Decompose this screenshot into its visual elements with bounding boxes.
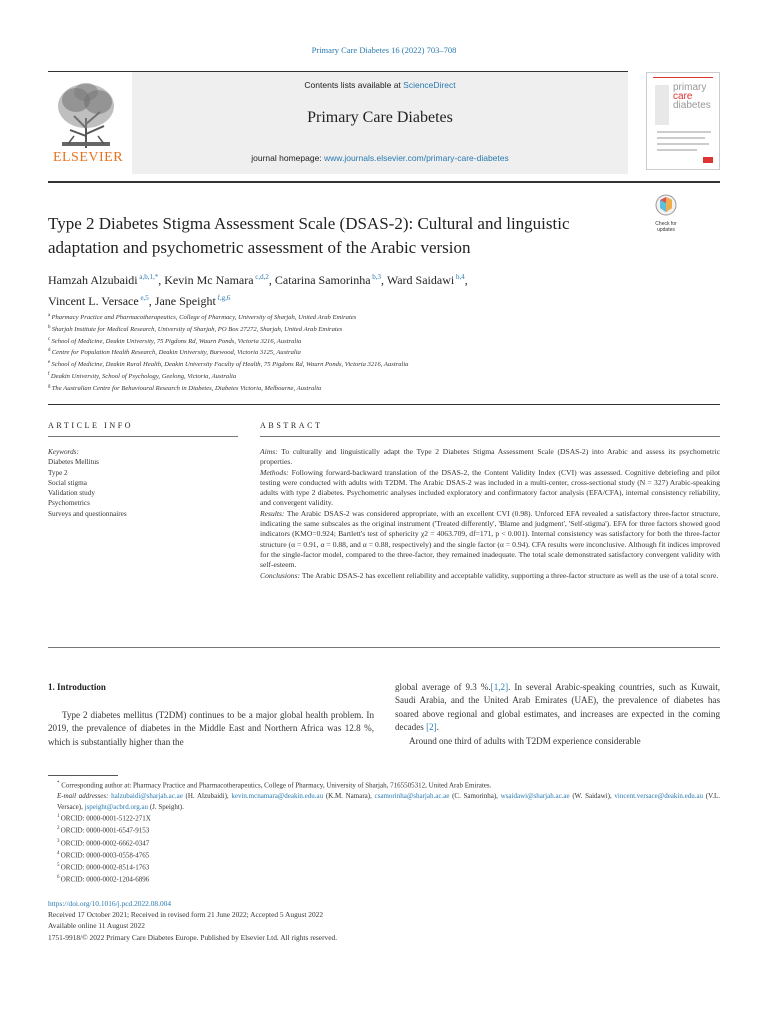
author-name[interactable]: Ward Saidawi xyxy=(386,273,455,287)
orcid-number: 1 xyxy=(57,814,61,820)
abstract-text xyxy=(260,447,720,581)
abstract-body: To culturally and linguistically adapt the Type 2 Diabetes Stigma Assessment Scale (DSAS-2) into Arabic and assess its psychometric properties. xyxy=(260,447,720,467)
orcid-item xyxy=(48,861,720,873)
email-owner: (W. Saidawi), xyxy=(569,792,615,801)
check-for-updates-button[interactable] xyxy=(648,194,684,233)
copyright-notice: 1751-9918/© 2022 Primary Care Diabetes Europe. Published by Elsevier Ltd. All rights reserved. xyxy=(48,932,338,942)
orcid-item xyxy=(48,873,720,885)
cover-text-line xyxy=(657,149,697,151)
orcid-text[interactable]: ORCID: 0000-0002-1204-6896 xyxy=(60,874,150,883)
keyword-item[interactable]: Type 2 xyxy=(48,468,68,477)
orcid-item xyxy=(48,812,720,824)
abstract-label: Methods: xyxy=(260,467,289,477)
journal-cover-thumbnail[interactable] xyxy=(646,72,720,170)
section-heading-introduction: 1. Introduction xyxy=(48,682,106,692)
orcid-text[interactable]: ORCID: 0000-0001-5122-271X xyxy=(60,814,151,823)
intro-text: . xyxy=(436,722,439,733)
header-top-rule xyxy=(48,71,628,72)
elsevier-wordmark: ELSEVIER xyxy=(52,150,124,165)
affiliation-text: Sharjah Institute for Medical Research, University of Sharjah, PO Box 27272, Sharjah, United Arab Emirates xyxy=(51,325,343,333)
abstract-body: Following forward-backward translation of the DSAS-2, the Content Validity Index (CVI) was assessed. Cognitive debriefing and pilot testing were conducted with adults with T2DM. The Arabic DSAS-2 was included in a multi-center, cross-sectional study (N = 327) Arabic-speaking adults with type 2 diabetes. Psychometric analyses included exploratory and confirmatory factor analysis (EFA/CFA), internal consistency reliability, and convergent validity. xyxy=(260,467,720,508)
cover-title-line-2: care xyxy=(673,91,693,102)
email-link[interactable]: kevin.mcnamara@deakin.edu.au xyxy=(231,792,324,801)
abstract-body: The Arabic DSAS-2 has excellent reliability and acceptable validity, supporting a three-factor structure as well as the use of a total score. xyxy=(300,570,719,580)
intro-paragraph-2: Around one third of adults with T2DM experience considerable xyxy=(409,735,641,746)
cover-badge xyxy=(703,157,713,163)
cover-text-line xyxy=(657,131,711,133)
email-owner: (K.M. Namara), xyxy=(323,792,375,801)
abstract-heading: ABSTRACT xyxy=(260,421,323,430)
cover-graphic xyxy=(655,85,669,125)
affiliation-text: Deakin University, School of Psychology, Geelong, Victoria, Australia xyxy=(50,373,237,381)
orcid-text[interactable]: ORCID: 0000-0002-8514-1763 xyxy=(60,862,150,871)
corresponding-text: Corresponding author at: Pharmacy Practice and Pharmacotherapeutics, College of Pharmacy, University of Sharjah, 7165505312, United Arab Emirates. xyxy=(61,781,492,790)
affiliation-item xyxy=(48,311,648,323)
journal-citation[interactable]: Primary Care Diabetes 16 (2022) 703–708 xyxy=(311,45,457,55)
affiliation-item xyxy=(48,323,648,335)
affiliation-key: g xyxy=(48,383,52,389)
email-owner: (V.L. Versace), xyxy=(57,792,721,811)
reference-link[interactable]: [1,2] xyxy=(490,682,509,692)
keyword-list xyxy=(48,457,238,519)
author-affiliation-marker[interactable]: f,g,6 xyxy=(215,294,231,302)
author-affiliation-marker[interactable]: e,5 xyxy=(138,294,149,302)
abstract-label: Aims: xyxy=(260,447,278,456)
abstract-label: Results: xyxy=(260,508,285,518)
check-updates-label-1: Check for xyxy=(655,221,677,227)
abstract-paragraph xyxy=(260,571,720,581)
author-affiliation-marker[interactable]: a,b,1,* xyxy=(137,273,159,281)
homepage-link[interactable]: www.journals.elsevier.com/primary-care-diabetes xyxy=(324,153,509,163)
orcid-item xyxy=(48,824,720,836)
email-link[interactable]: halzubaidi@sharjah.ac.ae xyxy=(111,792,183,801)
available-online: Available online 11 August 2022 xyxy=(48,921,145,931)
email-link[interactable]: csamorinha@sharjah.ac.ae xyxy=(374,792,450,801)
keyword-item[interactable]: Psychometrics xyxy=(48,499,90,508)
author-affiliation-marker[interactable]: c,d,2 xyxy=(253,273,269,281)
affiliation-key: d xyxy=(48,348,52,354)
affiliation-key: e xyxy=(48,360,52,366)
affiliation-item xyxy=(48,346,648,358)
orcid-number: 2 xyxy=(57,826,61,832)
email-label: E-mail addresses: xyxy=(57,792,112,801)
affiliation-key: a xyxy=(48,313,52,318)
affiliation-text: School of Medicine, Deakin Rural Health, Deakin University Faculty of Health, 75 Pigdons Rd, Waurn Ponds, Victoria 3216, Australia xyxy=(51,361,409,369)
check-for-updates-icon xyxy=(648,194,684,216)
keyword-item[interactable]: Validation study xyxy=(48,489,95,498)
journal-name: Primary Care Diabetes xyxy=(307,109,453,126)
email-link[interactable]: wsaidawi@sharjah.ac.ae xyxy=(500,792,570,801)
orcid-number: 3 xyxy=(57,838,61,844)
author-separator: , xyxy=(381,273,387,287)
journal-homepage-line xyxy=(132,153,628,163)
affiliation-item xyxy=(48,382,648,394)
keyword-item[interactable]: Diabetes Mellitus xyxy=(48,458,99,467)
affiliation-key: c xyxy=(48,336,52,342)
check-updates-label-2: updates xyxy=(657,227,675,233)
intro-paragraph-left: Type 2 diabetes mellitus (T2DM) continues to be a major global health problem. In 2019, the prevalence of diabetes in the Middle East and Northern Africa was 12.8 %, which is substantially higher than the xyxy=(48,710,374,747)
intro-text: global average of 9.3 %. xyxy=(395,682,491,692)
affiliation-text: School of Medicine, Deakin University, 75 Pigdons Rd, Waurn Ponds, Victoria 3216, Australia xyxy=(51,337,302,345)
orcid-number: 4 xyxy=(57,850,61,856)
author-separator: , xyxy=(464,273,468,287)
article-info-heading: ARTICLE INFO xyxy=(48,421,134,430)
affiliation-text: Centre for Population Health Research, Deakin University, Burwood, Victoria 3125, Australia xyxy=(51,349,301,357)
keyword-item[interactable]: Surveys and questionnaires xyxy=(48,509,127,518)
footnote-rule xyxy=(48,775,118,776)
author-name[interactable]: Catarina Samorinha xyxy=(274,273,371,287)
abstract-paragraph xyxy=(260,447,720,468)
orcid-text[interactable]: ORCID: 0000-0001-6547-9153 xyxy=(60,826,150,835)
email-owner: (C. Samorinha), xyxy=(449,792,501,801)
author-name[interactable]: Jane Speight xyxy=(154,294,216,308)
orcid-item xyxy=(48,837,720,849)
affiliation-key: b xyxy=(48,324,52,330)
orcid-number: 5 xyxy=(57,862,61,868)
author-separator: , xyxy=(158,273,165,287)
author-separator: , xyxy=(148,294,155,308)
header-bottom-rule xyxy=(48,181,720,183)
article-info-rule xyxy=(48,436,238,437)
orcid-number: 6 xyxy=(57,874,61,880)
keyword-item[interactable]: Social stigma xyxy=(48,478,87,487)
received-dates: Received 17 October 2021; Received in revised form 21 June 2022; Accepted 5 August 2022 xyxy=(48,910,324,920)
orcid-list xyxy=(48,812,720,884)
section-divider xyxy=(48,404,720,405)
email-owner: (J. Speight). xyxy=(148,802,184,811)
abstract-rule xyxy=(260,436,720,437)
email-addresses xyxy=(48,791,720,812)
intro-paragraph-right xyxy=(395,681,720,748)
abstract-paragraph xyxy=(260,468,720,509)
cover-text-line xyxy=(657,143,709,145)
cover-title-line-1: primary xyxy=(673,82,707,93)
orcid-item xyxy=(48,849,720,861)
abstract-label: Conclusions: xyxy=(260,570,301,580)
orcid-text[interactable]: ORCID: 0000-0002-6662-0347 xyxy=(60,838,150,847)
abstract-paragraph xyxy=(260,509,720,571)
email-link[interactable]: vincent.versace@deakin.edu.au xyxy=(614,792,704,801)
footnotes xyxy=(48,779,720,885)
orcid-text[interactable]: ORCID: 0000-0003-0558-4765 xyxy=(60,850,150,859)
doi-link[interactable]: https://doi.org/10.1016/j.pcd.2022.08.004 xyxy=(48,899,172,908)
cover-title xyxy=(673,83,711,110)
affiliation-text: The Australian Centre for Behavioural Research in Diabetes, Diabetes Victoria, Melbourne, Australia xyxy=(51,384,322,392)
author-name[interactable]: Hamzah Alzubaidi xyxy=(48,273,138,287)
keywords-label: Keywords: xyxy=(48,448,79,456)
abstract-bottom-rule xyxy=(48,647,720,648)
elsevier-tree-logo xyxy=(48,78,124,152)
affiliation-text: Pharmacy Practice and Pharmacotherapeutics, College of Pharmacy, University of Sharjah, United Arab Emirates xyxy=(51,314,357,322)
homepage-prefix: journal homepage: xyxy=(251,153,325,163)
author-list xyxy=(48,268,648,310)
sciencedirect-link[interactable]: ScienceDirect xyxy=(403,80,456,90)
intro-text: . In several Arabic-speaking countries, such as Kuwait, Saudi Arabia, and the United Arab Emirates (UAE), the prevalence of diabetes has soared above regional and global estimates, and increases are expected in the coming decades xyxy=(395,682,720,733)
email-link[interactable]: jspeight@acbrd.org.au xyxy=(84,802,149,811)
contents-prefix: Contents lists available at xyxy=(304,80,404,90)
author-separator: , xyxy=(268,273,275,287)
author-affiliation-marker[interactable]: b,4 xyxy=(454,273,465,281)
article-title: Type 2 Diabetes Stigma Assessment Scale (DSAS-2): Cultural and linguistic adaptation and psychometric assessment of the Arabic version xyxy=(48,214,570,257)
affiliation-key: f xyxy=(48,371,51,377)
affiliation-list xyxy=(48,311,648,393)
author-name[interactable]: Vincent L. Versace xyxy=(48,294,139,308)
affiliation-item xyxy=(48,370,648,382)
affiliation-item xyxy=(48,358,648,370)
email-owner: (H. Alzubaidi), xyxy=(182,792,232,801)
contents-line xyxy=(132,80,628,90)
author-affiliation-marker[interactable]: b,3 xyxy=(370,273,382,281)
abstract-body: The Arabic DSAS-2 was considered appropriate, with an excellent CVI (0.98). Unforced EFA revealed a satisfactory three-factor structure, indicating the same subscales as the original instrument ('Treated differently', 'Blame and judgment', 'Self-stigma'). EFA for three factors showed good indicators (KMO=0.924; Bartlett's test of sphericity χ2 = 4063.709, df=171, p < 0.001). Internal consistency was satisfactory for both the three-factor structure (α = 0.91, α = 0.88, and α = 0.88, respectively) and the single factor (α = 0.94). CFA results were inconclusive. Although fit indices improved for the single-factor model, compared to the three-factor, they remained inadequate. The total scale demonstrated satisfactory convergent validity with self-esteem. xyxy=(260,508,720,570)
cover-red-line xyxy=(653,77,713,78)
keywords-block xyxy=(48,447,238,519)
article-metadata xyxy=(48,898,720,943)
author-name[interactable]: Kevin Mc Namara xyxy=(164,273,254,287)
corresponding-author-note: * Corresponding author at: Pharmacy Practice and Pharmacotherapeutics, College of Pharmacy, University of Sharjah, 7165505312, United Arab Emirates. xyxy=(57,781,492,790)
cover-title-line-3: diabetes xyxy=(673,100,711,111)
cover-text-line xyxy=(657,137,705,139)
affiliation-item xyxy=(48,335,648,347)
reference-link[interactable]: [2] xyxy=(426,722,437,733)
